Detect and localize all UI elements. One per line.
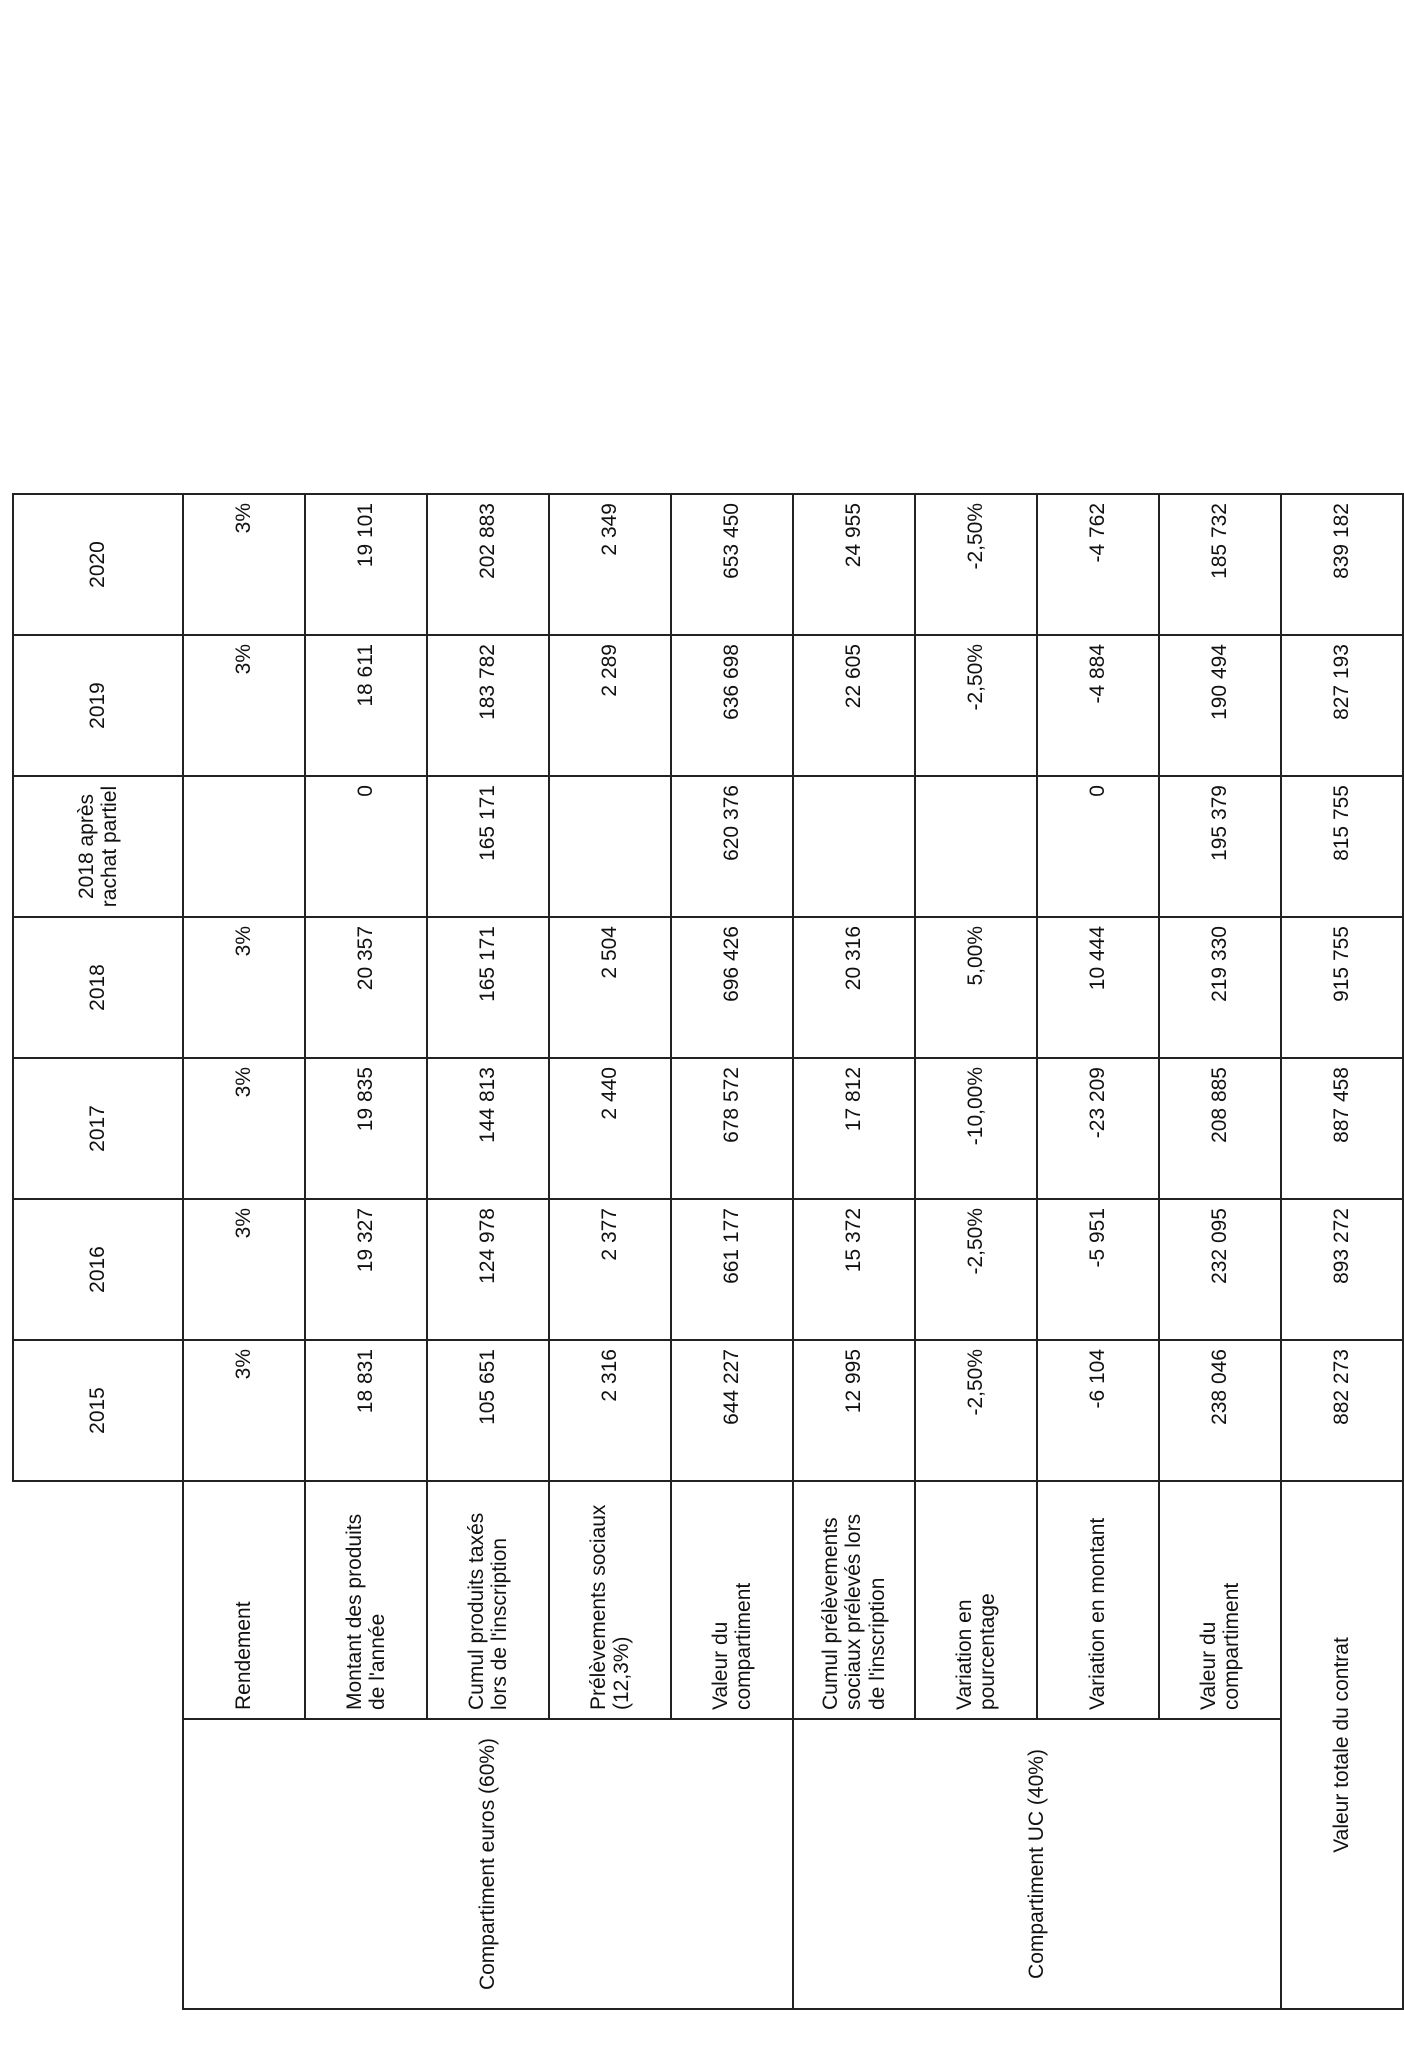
- cell: 183 782: [427, 635, 549, 776]
- row-label: Valeur du compartiment: [671, 1481, 793, 1719]
- cell: [915, 776, 1037, 917]
- row-label: Prélèvements sociaux (12,3%): [549, 1481, 671, 1719]
- cell: 124 978: [427, 1199, 549, 1340]
- cell: 144 813: [427, 1058, 549, 1199]
- year-header: 2020: [13, 494, 183, 635]
- cell: 22 605: [793, 635, 915, 776]
- cell: 3%: [183, 635, 305, 776]
- cell: -6 104: [1037, 1340, 1159, 1481]
- cell: 661 177: [671, 1199, 793, 1340]
- cell: 24 955: [793, 494, 915, 635]
- cell: 20 316: [793, 917, 915, 1058]
- total-cell: 915 755: [1281, 917, 1403, 1058]
- cell: 696 426: [671, 917, 793, 1058]
- cell: 165 171: [427, 776, 549, 917]
- total-label: Valeur totale du contrat: [1281, 1481, 1403, 2009]
- cell: 219 330: [1159, 917, 1281, 1058]
- cell: 3%: [183, 1199, 305, 1340]
- year-header: 2017: [13, 1058, 183, 1199]
- cell: 0: [1037, 776, 1159, 917]
- cell: 2 377: [549, 1199, 671, 1340]
- row-label: Variation en pourcentage: [915, 1481, 1037, 1719]
- cell: 10 444: [1037, 917, 1159, 1058]
- row-label: Cumul produits taxés lors de l'inscription: [427, 1481, 549, 1719]
- cell: -2,50%: [915, 1340, 1037, 1481]
- cell: 208 885: [1159, 1058, 1281, 1199]
- cell: 190 494: [1159, 635, 1281, 776]
- year-header: 2016: [13, 1199, 183, 1340]
- table-row: [793, 494, 915, 2009]
- cell: [549, 776, 671, 917]
- cell: 18 831: [305, 1340, 427, 1481]
- cell: 105 651: [427, 1340, 549, 1481]
- year-header: 2018 après rachat partiel: [13, 776, 183, 917]
- cell: 20 357: [305, 917, 427, 1058]
- cell: 12 995: [793, 1340, 915, 1481]
- cell: -5 951: [1037, 1199, 1159, 1340]
- cell: 165 171: [427, 917, 549, 1058]
- row-label: Valeur du compartiment: [1159, 1481, 1281, 1719]
- cell: 19 835: [305, 1058, 427, 1199]
- cell: 620 376: [671, 776, 793, 917]
- cell: 3%: [183, 1058, 305, 1199]
- year-header: 2018: [13, 917, 183, 1058]
- cell: 195 379: [1159, 776, 1281, 917]
- cell: 202 883: [427, 494, 549, 635]
- cell: 2 316: [549, 1340, 671, 1481]
- total-cell: 815 755: [1281, 776, 1403, 917]
- cell: -10,00%: [915, 1058, 1037, 1199]
- total-cell: 827 193: [1281, 635, 1403, 776]
- cell: -23 209: [1037, 1058, 1159, 1199]
- cell: 3%: [183, 494, 305, 635]
- group-label-uc: Compartiment UC (40%): [793, 1719, 1281, 2009]
- total-row: [1281, 494, 1403, 2009]
- cell: 17 812: [793, 1058, 915, 1199]
- cell: 19 327: [305, 1199, 427, 1340]
- cell: -4 762: [1037, 494, 1159, 635]
- cell: 185 732: [1159, 494, 1281, 635]
- year-header: 2019: [13, 635, 183, 776]
- header-row: [13, 494, 183, 2009]
- total-cell: 893 272: [1281, 1199, 1403, 1340]
- cell: 5,00%: [915, 917, 1037, 1058]
- total-cell: 882 273: [1281, 1340, 1403, 1481]
- group-label-euros: Compartiment euros (60%): [183, 1719, 793, 2009]
- table-row: [183, 494, 305, 2009]
- cell: -2,50%: [915, 494, 1037, 635]
- row-label: Montant des produits de l'année: [305, 1481, 427, 1719]
- total-cell: 887 458: [1281, 1058, 1403, 1199]
- cell: 653 450: [671, 494, 793, 635]
- cell: 0: [305, 776, 427, 917]
- cell: 2 289: [549, 635, 671, 776]
- cell: 3%: [183, 1340, 305, 1481]
- cell: [793, 776, 915, 917]
- cell: 2 440: [549, 1058, 671, 1199]
- cell: [183, 776, 305, 917]
- row-label: Rendement: [183, 1481, 305, 1719]
- year-header: 2015: [13, 1340, 183, 1481]
- cell: 19 101: [305, 494, 427, 635]
- cell: 238 046: [1159, 1340, 1281, 1481]
- contract-value-table: [12, 493, 1404, 2010]
- total-cell: 839 182: [1281, 494, 1403, 635]
- cell: 678 572: [671, 1058, 793, 1199]
- cell: 2 504: [549, 917, 671, 1058]
- cell: 3%: [183, 917, 305, 1058]
- cell: -2,50%: [915, 635, 1037, 776]
- cell: 232 095: [1159, 1199, 1281, 1340]
- row-label: Variation en montant: [1037, 1481, 1159, 1719]
- cell: 636 698: [671, 635, 793, 776]
- row-label: Cumul prélèvements sociaux prélevés lors de l'inscription: [793, 1481, 915, 1719]
- cell: -4 884: [1037, 635, 1159, 776]
- cell: 2 349: [549, 494, 671, 635]
- cell: 18 611: [305, 635, 427, 776]
- empty-corner: [13, 1481, 183, 2009]
- cell: 15 372: [793, 1199, 915, 1340]
- cell: 644 227: [671, 1340, 793, 1481]
- cell: -2,50%: [915, 1199, 1037, 1340]
